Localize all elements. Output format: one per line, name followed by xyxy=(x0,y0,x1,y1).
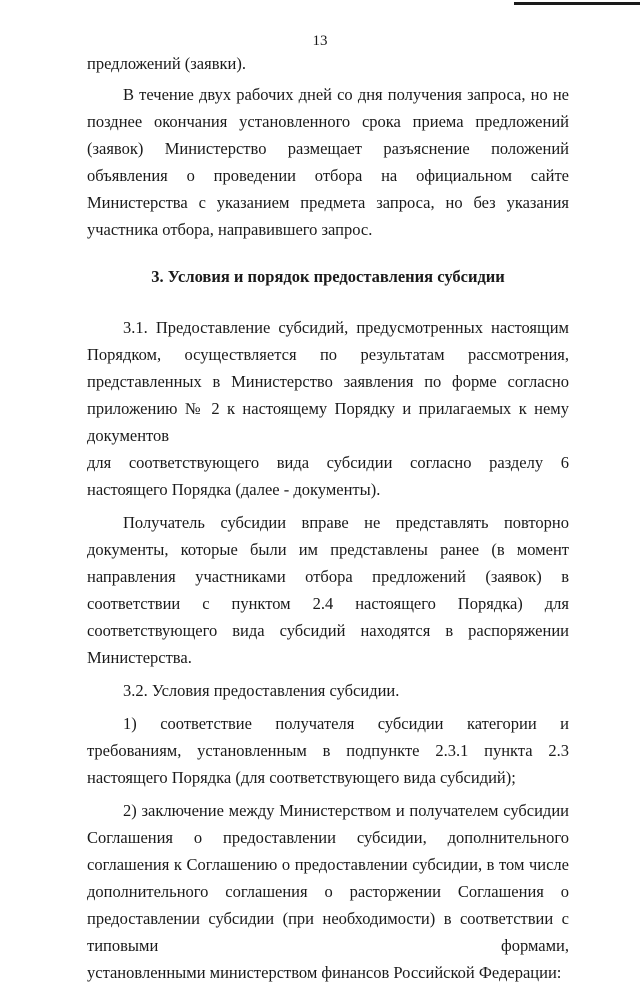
paragraph-3-1-part-a: 3.1. Предоставление субсидий, предусмотренных настоящим Порядком, осуществляется по результатам рассмотрения, представленных в Министерство заявления по форме согласно приложению № 2 к настоящему Порядку и прилагаемых к нему документов xyxy=(87,318,569,445)
paragraph-resubmission: Получатель субсидии вправе не представлять повторно документы, которые были им представлены ранее (в момент направления участниками отбора предложений (заявок) в соответствии с пунктом 2.4 настоящего Порядка) для соответствующего вида субсидий находятся в распоряжении Министерства. xyxy=(87,513,569,667)
paragraph-clarification: В течение двух рабочих дней со дня получения запроса, но не позднее окончания установленного срока приема предложений (заявок) Министерство размещает разъяснение положений объявления о проведении отбора на официальном сайте Министерства с указанием предмета запроса, но без указания участника отбора, направившего запрос. xyxy=(87,85,569,239)
document-body xyxy=(87,50,569,986)
paragraph-3-2-title: 3.2. Условия предоставления субсидии. xyxy=(123,681,400,700)
scan-edge-mark xyxy=(514,2,640,5)
list-item-condition-1: 1) соответствие получателя субсидии категории и требованиям, установленным в подпункте 2.3.1 пункта 2.3 настоящего Порядка (для соответствующего вида субсидий); xyxy=(87,714,569,787)
page-number: 13 xyxy=(312,33,328,49)
paragraph-continuation: предложений (заявки). xyxy=(87,54,246,73)
paragraph-3-1-part-b: для соответствующего вида субсидии согласно разделу 6 настоящего Порядка (далее - документы). xyxy=(87,453,569,499)
section-heading: 3. Условия и порядок предоставления субсидии xyxy=(151,267,505,286)
list-item-condition-2-part-b: установленными министерством финансов Российской Федерации: xyxy=(87,963,562,982)
list-item-condition-2-part-a: 2) заключение между Министерством и получателем субсидии Соглашения о предоставлении субсидии, дополнительного соглашения к Соглашению о предоставлении субсидии, в том числе дополнительного соглашения о расторжении Соглашения о предоставлении субсидии (при необходимости) в соответствии с типовыми формами, xyxy=(87,801,569,955)
